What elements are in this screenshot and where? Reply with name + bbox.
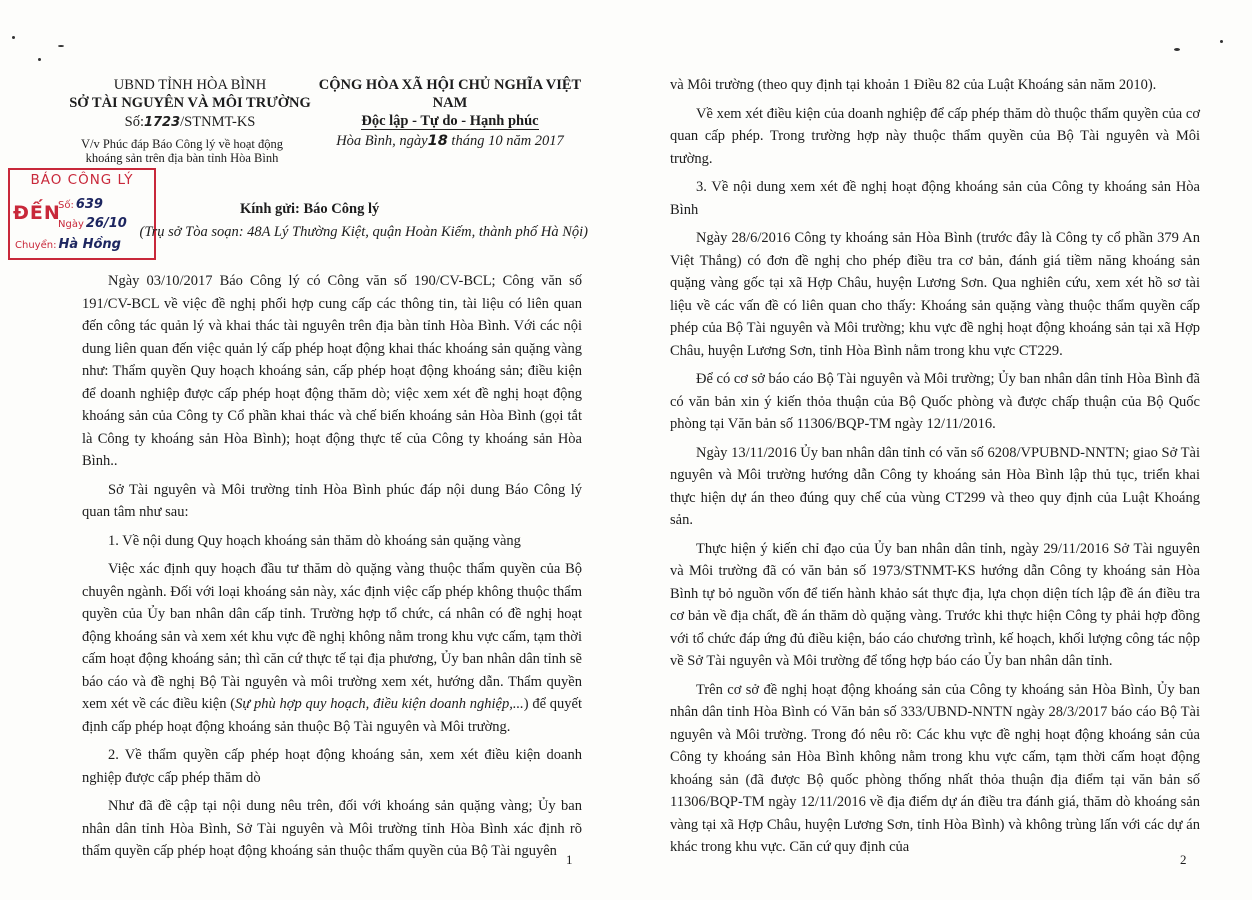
body-paragraph: Ngày 28/6/2016 Công ty khoáng sản Hòa Bình (trước đây là Công ty cổ phần 379 An Việt Thắng) có đơn đề nghị cho phép điều tra cơ bản, đánh giá tiềm năng khoáng sản quặng vàng gốc tại xã Hợp Châu, huyện Lương Sơn. Qua nghiên cứu, xem xét hồ sơ tài liệu về các vấn đề có liên quan cho thấy: Khoáng sản quặng vàng thuộc thẩm quyền cấp phép của Bộ Tài nguyên và Môi trường; khu vực đề nghị hoạt động khoáng sản tại xã Hợp Châu, huyện Lương Sơn, tỉnh Hòa Bình nằm trong khu vực CT229. bbox=[670, 230, 1200, 359]
scan-speck bbox=[12, 36, 15, 39]
stamp-chuyen-row bbox=[15, 237, 121, 252]
document-page-2 bbox=[640, 0, 1252, 900]
body-paragraph: Như đã đề cập tại nội dung nêu trên, đối với khoáng sản quặng vàng; Ủy ban nhân dân tỉnh Hòa Bình, Sở Tài nguyên và Môi trường tỉnh Hòa Bình xác định rõ thẩm quyền cấp phép hoạt động khoáng sản thuộc thẩm quyền của Bộ Tài nguyên bbox=[82, 798, 582, 859]
national-motto bbox=[300, 112, 600, 131]
document-subject: V/v Phúc đáp Báo Công lý về hoạt động khoáng sản trên địa bàn tỉnh Hòa Bình bbox=[80, 137, 284, 165]
section-heading: 3. Về nội dung xem xét đề nghị hoạt động khoáng sản của Công ty khoáng sản Hòa Bình bbox=[670, 179, 1200, 218]
stamp-den: ĐẾN bbox=[13, 202, 61, 224]
body-text: Thẩm quyền xem xét về các điều kiện ( bbox=[82, 673, 582, 712]
national-header-block bbox=[300, 76, 600, 151]
body-paragraph: Thực hiện ý kiến chỉ đạo của Ủy ban nhân dân tỉnh, ngày 29/11/2016 Sở Tài nguyên và Môi trường đã có văn bản số 1973/STNMT-KS hướng dẫn Công ty khoáng sản Hòa Bình tự bỏ nguồn vốn để tiến hành khảo sát thực địa, lựa chọn diện tích lập đề án điều tra cơ bản về địa chất, đề án thăm dò quặng vàng. Trước khi thực hiện Công ty phải hợp đồng với tổ chức đáp ứng đủ điều kiện, báo cáo chương trình, kế hoạch, khối lượng công tác nộp về Sở Tài nguyên và Môi trường để tổng hợp báo cáo Ủy ban nhân dân tỉnh. bbox=[670, 540, 1200, 669]
section-heading: 2. Về thẩm quyền cấp phép hoạt động khoáng sản, xem xét điều kiện doanh nghiệp được cấp phép thăm dò bbox=[82, 747, 582, 786]
stamp-so-row bbox=[58, 197, 103, 212]
stamp-ngay-label: Ngày bbox=[58, 219, 84, 230]
body-paragraph bbox=[82, 558, 582, 738]
scan-speck bbox=[1174, 48, 1180, 51]
document-number bbox=[60, 113, 320, 132]
document-date bbox=[300, 131, 600, 151]
stamp-title: BÁO CÔNG LÝ bbox=[30, 172, 134, 188]
page-number: 2 bbox=[1180, 852, 1187, 867]
body-paragraph: Ngày 13/11/2016 Ủy ban nhân dân tỉnh có văn số 6208/VPUBND-NNTN; giao Sở Tài nguyên và Môi trường hướng dẫn Công ty khoáng sản Hòa Bình lập thủ tục, triển khai thực hiện dự án theo đúng quy chế của vùng CT299 và theo quy định của Luật Khoáng sản. bbox=[670, 444, 1200, 528]
body-text: ) để quyết định cấp phép hoạt động khoáng sản thuộc Bộ Tài nguyên và Môi trường. bbox=[82, 696, 582, 735]
motto-text: Độc lập - Tự do - Hạnh phúc bbox=[361, 113, 539, 129]
doc-number-suffix: /STNMT-KS bbox=[180, 114, 256, 130]
agency-name: UBND TỈNH HÒA BÌNH bbox=[113, 77, 267, 93]
body-paragraph: Sở Tài nguyên và Môi trường tỉnh Hòa Bình phúc đáp nội dung Báo Công lý quan tâm như sau: bbox=[82, 481, 582, 520]
scan-speck bbox=[1220, 40, 1223, 43]
date-day-handwritten: 18 bbox=[427, 133, 448, 149]
body-paragraph: và Môi trường (theo quy định tại khoản 1 Điều 82 của Luật Khoáng sản năm 2010). bbox=[670, 77, 1157, 93]
issuing-agency-block bbox=[60, 76, 320, 132]
stamp-ngay-value: 26/10 bbox=[85, 216, 127, 231]
date-prefix: Hòa Bình, ngày bbox=[336, 133, 428, 149]
body-paragraph: Ngày 03/10/2017 Báo Công lý có Công văn số 190/CV-BCL; Công văn số 191/CV-BCL về việc đề nghị phối hợp cung cấp các thông tin, tài liệu có liên quan đến công tác quản lý và khai thác tài nguyên trên địa bàn tỉnh Hòa Bình. Với các nội dung liên quan đến việc quản lý cấp phép hoạt động khai thác khoáng sản quặng vàng như: Thẩm quyền Quy hoạch khoáng sản, cấp phép hoạt động khoáng sản; điều kiện để doanh nghiệp được cấp phép hoạt động thăm dò; việc xem xét đề nghị hoạt động khoáng sản của Công ty Cổ phần khai thác và chế biến khoáng sản Hòa Bình (gọi tắt là Công ty khoáng sản Hòa Bình); hoạt động thực tế của Công ty khoáng sản Hòa Bình.. bbox=[82, 273, 582, 469]
date-suffix: tháng 10 năm 2017 bbox=[451, 133, 564, 149]
recipient-address: (Trụ sở Tòa soạn: 48A Lý Thường Kiệt, quận Hoàn Kiếm, thành phố Hà Nội) bbox=[139, 224, 588, 240]
department-name: SỞ TÀI NGUYÊN VÀ MÔI TRƯỜNG bbox=[69, 95, 311, 111]
body-paragraph: Để có cơ sở báo cáo Bộ Tài nguyên và Môi trường; Ủy ban nhân dân tỉnh Hòa Bình đã có văn bản xin ý kiến thỏa thuận của Bộ Quốc phòng và được chấp thuận của Bộ Quốc phòng tại Văn bản số 11306/BQP-TM ngày 12/11/2016. bbox=[670, 371, 1200, 432]
scan-speck bbox=[38, 58, 41, 61]
received-stamp bbox=[8, 168, 156, 260]
stamp-chuyen-label: Chuyển: bbox=[15, 240, 57, 251]
body-paragraph: Về xem xét điều kiện của doanh nghiệp để cấp phép thăm dò thuộc thẩm quyền của cơ quan cấp phép. Trong trường hợp này thuộc thẩm quyền của Bộ Tài nguyên và Môi trường. bbox=[670, 105, 1200, 167]
body-text: Việc xác định quy hoạch đầu tư thăm dò quặng vàng thuộc thẩm quyền của Bộ chuyên ngành. Đối với loại khoáng sản này, xác định việc cấp phép không thuộc thẩm quyền của Ủy ban nhân dân cấp tỉnh. Trường hợp tổ chức, cá nhân có đề nghị hoạt động khoáng sản và xem xét khu vực đề nghị không nằm trong khu vực cấm, tạm thời cấm hoạt động khoáng sản; thì căn cứ thực tế tại địa phương, Ủy ban nhân dân tỉnh sẽ báo cáo và đề nghị Bộ Tài nguyên và môi trường xem xét, hướng dẫn. bbox=[82, 561, 582, 690]
body-paragraph: Trên cơ sở đề nghị hoạt động khoáng sản của Công ty khoáng sản Hòa Bình, Ủy ban nhân dân tỉnh Hòa Bình có Văn bản số 333/UBND-NNTN ngày 28/3/2017 báo cáo Bộ Tài nguyên và Môi trường. Trong đó nêu rõ: Các khu vực đề nghị hoạt động khoáng sản của Công ty khoáng sản Hòa Bình không nằm trong khu vực cấm, tạm thời cấm hoạt động khoáng sản (đã được Bộ quốc phòng thống nhất thỏa thuận địa điểm tại văn bản số 11306/BQP-TM ngày 12/11/2016 về địa điểm dự án điều tra đánh giá, thăm dò khoáng sản vàng tại xã Hợp Châu, huyện Lương Sơn, tỉnh Hòa Bình) và không trùng lấn với các dự án khác trong khu vực. Căn cứ quy định của bbox=[670, 681, 1200, 855]
doc-number-handwritten: 1723 bbox=[143, 115, 181, 130]
country-name: CỘNG HÒA XÃ HỘI CHỦ NGHĨA VIỆT NAM bbox=[318, 77, 582, 111]
doc-number-prefix: Số: bbox=[124, 114, 144, 130]
letter-body-page-2 bbox=[670, 74, 1200, 865]
stamp-so-label: Số: bbox=[58, 200, 74, 211]
page-number: 1 bbox=[566, 852, 573, 867]
stamp-so-value: 639 bbox=[75, 197, 103, 212]
scan-speck bbox=[58, 45, 64, 47]
letter-body-page-1 bbox=[82, 270, 582, 869]
stamp-chuyen-value: Hà Hồng bbox=[58, 237, 121, 252]
recipient-line: Kính gửi: Báo Công lý bbox=[240, 201, 380, 217]
section-heading: 1. Về nội dung Quy hoạch khoáng sản thăm dò khoáng sản quặng vàng bbox=[108, 532, 521, 549]
body-text-italic: Sự phù hợp quy hoạch, điều kiện doanh nghiệp,... bbox=[235, 696, 524, 712]
